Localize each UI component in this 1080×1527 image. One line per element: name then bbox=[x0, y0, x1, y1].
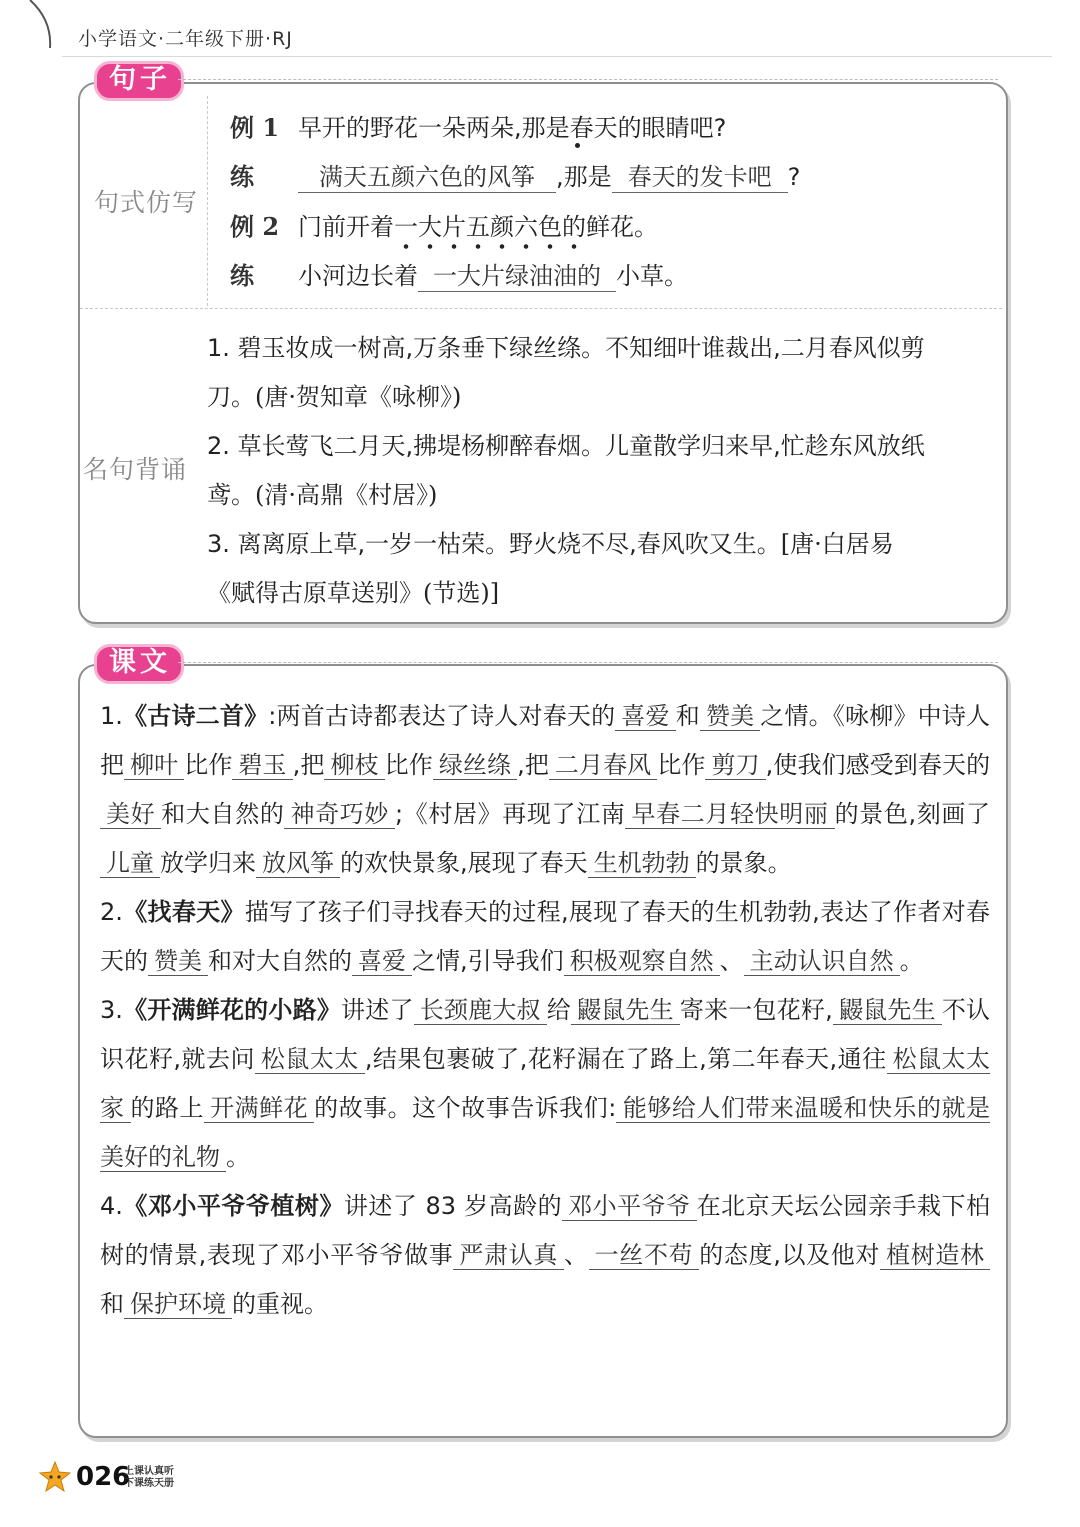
header-divider bbox=[62, 56, 1052, 57]
poem-1-source: (唐·贺知章《咏柳》) bbox=[255, 383, 462, 411]
page-number: 026 bbox=[76, 1462, 131, 1492]
lesson-item-4: 4.《邓小平爷爷植树》讲述了 83 岁高龄的 邓小平爷爷 在北京天坛公园亲手栽下柏树的情景,表现了邓小平爷爷做事 严肃认真 、 一丝不苟 的态度,以及他对 植树造林和 保护环境 的重视。 bbox=[100, 1192, 991, 1318]
section-tag-lessons: 课文 bbox=[94, 644, 184, 684]
example-2-post: 鲜花。 bbox=[586, 213, 658, 241]
star-mascot-icon bbox=[38, 1460, 72, 1494]
example-2-label: 例 2 bbox=[230, 212, 280, 241]
tag-dashed-line bbox=[178, 79, 998, 80]
lesson-2-title: 《找春天》 bbox=[122, 898, 245, 926]
lesson-3-title: 《开满鲜花的小路》 bbox=[122, 996, 342, 1024]
lesson-4-title: 《邓小平爷爷植树》 bbox=[122, 1192, 344, 1220]
practice-1-end: ? bbox=[787, 163, 801, 191]
practice-1-answer-2: 春天的发卡吧 bbox=[612, 163, 788, 193]
famous-lines-label: 名句背诵 bbox=[83, 455, 188, 484]
footer-slogan: 上课认真听 下课练天册 bbox=[124, 1466, 174, 1489]
practice-1-label: 练 bbox=[230, 162, 254, 191]
example-2-pre: 门前开着 bbox=[298, 213, 394, 241]
tag-dashed-line-2 bbox=[178, 662, 998, 663]
poem-3-line-a: 3. 离离原上草,一岁一枯荣。野火烧不尽,春风吹又生。[唐·白居易 bbox=[207, 530, 894, 558]
practice-1-row bbox=[230, 157, 800, 193]
practice-2-post: 小草。 bbox=[616, 262, 688, 290]
poem-2-source: (清·高鼎《村居》) bbox=[255, 481, 438, 509]
example-2-row bbox=[230, 207, 658, 242]
example-2-dotted-phrase: 一大片五颜六色的 bbox=[394, 213, 586, 241]
poem-2-line-a: 2. 草长莺飞二月天,拂堤杨柳醉春烟。儿童散学归来早,忙趁东风放纸 bbox=[207, 432, 925, 460]
example-1-text: 早开的野花一朵两朵,那是春天的眼睛吧? bbox=[298, 114, 727, 142]
practice-2-answer: 一大片绿油油的 bbox=[418, 262, 616, 292]
column-divider bbox=[207, 96, 208, 306]
section-tag-sentences: 句子 bbox=[94, 61, 184, 101]
pattern-imitation-label: 句式仿写 bbox=[94, 188, 199, 217]
example-1-row bbox=[230, 108, 726, 143]
lesson-item-3: 3.《开满鲜花的小路》讲述了 长颈鹿大叔 给 鼹鼠先生 寄来一包花籽, 鼹鼠先生 不认识花籽,就去问 松鼠太太 ,结果包裹破了,花籽漏在了路上,第二年春天,通往 松鼠太太家 的路上 开满鲜花 的故事。这个故事告诉我们: 能够给人们带来温暖和快乐的就是美好的礼物 。 bbox=[100, 996, 991, 1171]
practice-1-answer-1: 满天五颜六色的风筝 bbox=[298, 163, 556, 193]
example-1-label: 例 1 bbox=[230, 113, 280, 142]
practice-2-label: 练 bbox=[230, 261, 254, 290]
lesson-1-title: 《古诗二首》 bbox=[122, 702, 269, 730]
emphasis-dot bbox=[575, 143, 580, 148]
famous-lines-list bbox=[207, 324, 997, 618]
practice-2-pre: 小河边长着 bbox=[298, 262, 418, 290]
poem-2-line-b: 鸢。(清·高鼎《村居》) bbox=[207, 481, 438, 509]
poem-3-source-b: 《赋得古原草送别》(节选)] bbox=[207, 579, 500, 607]
lessons-text bbox=[100, 692, 990, 1329]
poem-3-source-a: [唐·白居易 bbox=[780, 530, 894, 558]
practice-1-mid: ,那是 bbox=[556, 163, 612, 191]
page-header-title: 小学语文·二年级下册·RJ bbox=[78, 28, 293, 50]
page-spine-curve bbox=[0, 0, 60, 60]
poem-1-line-a: 1. 碧玉妆成一树高,万条垂下绿丝绦。不知细叶谁裁出,二月春风似剪 bbox=[207, 334, 925, 362]
practice-2-row bbox=[230, 256, 688, 292]
poem-1-line-b: 刀。(唐·贺知章《咏柳》) bbox=[207, 383, 462, 411]
lesson-item-2: 2.《找春天》描写了孩子们寻找春天的过程,展现了春天的生机勃勃,表达了作者对春天的 赞美 和对大自然的 喜爱 之情,引导我们 积极观察自然 、 主动认识自然 。 bbox=[100, 898, 990, 975]
row-divider bbox=[80, 308, 1002, 309]
lesson-item-1: 1.《古诗二首》:两首古诗都表达了诗人对春天的 喜爱 和 赞美 之情。《咏柳》中诗人把 柳叶 比作 碧玉 ,把 柳枝 比作 绿丝绦 ,把 二月春风 比作 剪刀 ,使我们感受到春天的美好 和大自然的 神奇巧妙 ;《村居》再现了江南 早春二月轻快明丽 的景色,刻画了儿童 放学归来 放风筝 的欢快景象,展现了春天 生机勃勃 的景象。 bbox=[100, 702, 991, 877]
